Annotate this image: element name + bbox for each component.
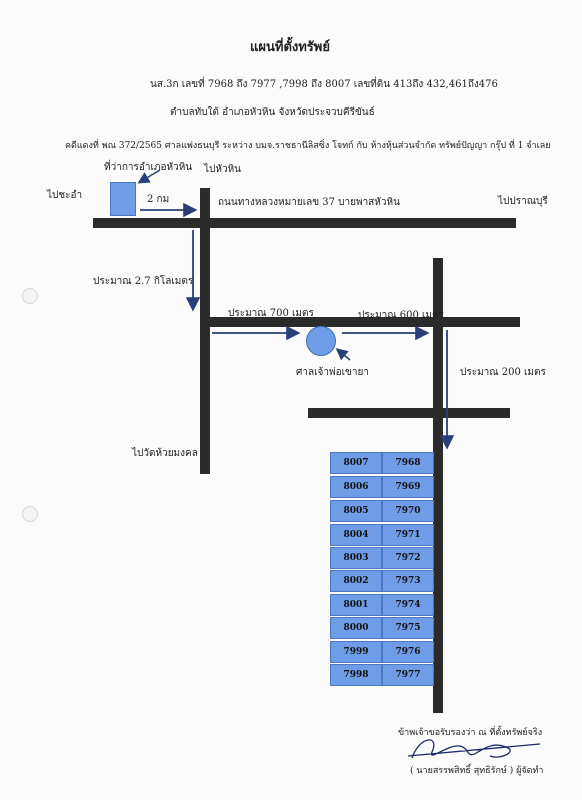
certify-text: ข้าพเจ้าขอรับรองว่า ณ ที่ตั้งทรัพย์จริง [398,728,543,738]
deed-numbers: นส.3ก เลขที่ 7968 ถึง 7977 ,7998 ถึง 8007 เลขที่ดิน 413ถึง 432,461ถึง476 [150,79,498,90]
plot-cell: 8001 [330,594,382,616]
plot-cell: 7999 [330,641,382,663]
plot-cell: 7972 [382,547,434,569]
plot-cell: 8002 [330,570,382,592]
case-line: คดีแดงที่ พณ 372/2565 ศาลแพ่งธนบุรี ระหว่าง บมจ.ราชธานีลิสซิ่ง โจทก์ กับ ห้างหุ้นส่วนจำกัด ทรัพย์ปัญญา กรุ๊ป ที่ 1 จำเลย [65,141,551,151]
plot-cell: 8006 [330,476,382,498]
approx-2-7km-label: ประมาณ 2.7 กิโลเมตร [93,276,194,287]
highway-label: ถนนทางหลวงหมายเลข 37 บายพาสหัวหิน [218,197,400,208]
plot-cell: 7973 [382,570,434,592]
to-chaam-label: ไปชะอำ [47,190,83,201]
location-line: ตำบลทับใต้ อำเภอหัวหิน จังหวัดประจวบคีรีขันธ์ [170,107,375,118]
plot-cell: 7998 [330,664,382,686]
plot-cell: 8003 [330,547,382,569]
plot-cell: 7969 [382,476,434,498]
approx-200m-label: ประมาณ 200 เมตร [460,367,546,378]
plot-cell: 7975 [382,617,434,639]
plot-cell: 8000 [330,617,382,639]
plot-cell: 7977 [382,664,434,686]
plot-cell: 7968 [382,452,434,474]
preparer-name: ( นายสรรพสิทธิ์ สุทธิรักษ์ ) ผู้จัดทำ [410,766,544,776]
approx-700m-label: ประมาณ 700 เมตร [228,308,314,319]
to-wat-label: ไปวัดห้วยมงคล [132,448,198,459]
plot-cell: 7976 [382,641,434,663]
plot-cell: 7970 [382,500,434,522]
to-huahin-label: ไปหัวหิน [204,164,242,175]
office-label: ที่ว่าการอำเภอหัวหิน [104,162,193,173]
plot-cell: 8004 [330,524,382,546]
plot-cell: 7974 [382,594,434,616]
plot-cell: 7971 [382,524,434,546]
approx-600m-label: ประมาณ 600 เมตร [358,310,444,321]
plot-cell: 8005 [330,500,382,522]
document-title: แผนที่ตั้งทรัพย์ [250,40,330,55]
to-pranburi-label: ไปปราณบุรี [498,196,548,207]
plot-cell: 8007 [330,452,382,474]
distance-2km-label: 2 กม [147,194,170,205]
shrine-label: ศาลเจ้าพ่อเขายา [296,367,369,378]
